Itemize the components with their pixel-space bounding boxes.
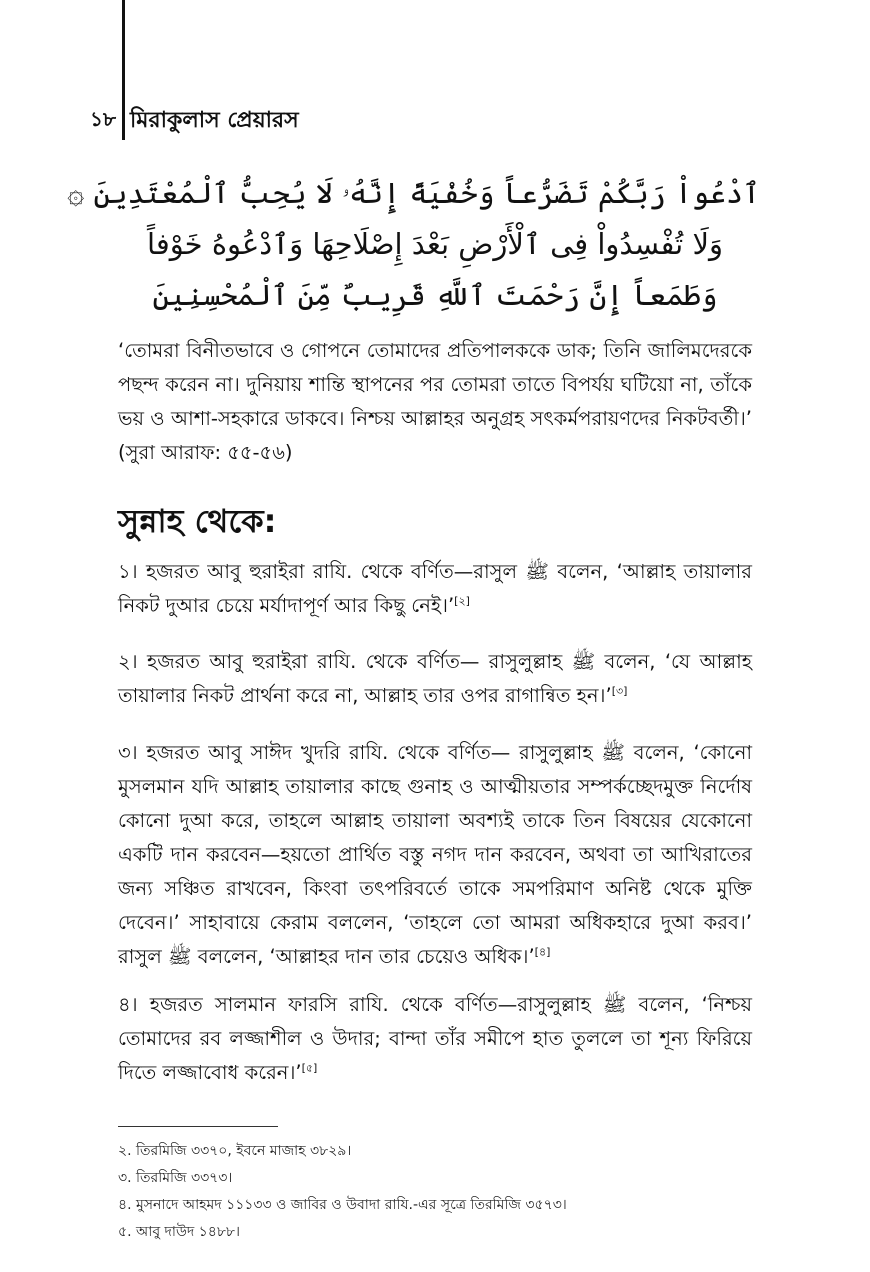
arabic-verse — [67, 168, 760, 321]
hadith-text: ১। হজরত আবু হুরাইরা রাযি. থেকে বর্ণিত—রাসুল ﷺ বলেন, ‘আল্লাহ তায়ালার নিকট দুআর চেয়ে মর্যাদাপূর্ণ আর কিছু নেই।’ — [118, 560, 752, 617]
verse-translation: ‘তোমরা বিনীতভাবে ও গোপনে তোমাদের প্রতিপালককে ডাক; তিনি জালিমদেরকে পছন্দ করেন না। দুনিয়ায় শান্তি স্থাপনের পর তোমরা তাতে বিপর্যয় ঘটিয়ো না, তাঁকে ভয় ও আশা-সহকারে ডাকবে। নিশ্চয় আল্লাহর অনুগ্রহ সৎকর্মপরায়ণদের নিকটবর্তী।’ (সুরা আরাফ: ৫৫-৫৬) — [118, 339, 752, 464]
hadith-paragraph — [118, 736, 752, 974]
arabic-line: ٱدْعُواْ رَبَّكُمْ تَضَرُّعاً وَخُفْيَةً إِنَّهُۥ لَا يُحِبُّ ٱلْمُعْتَدِينَ ۞ — [67, 176, 760, 210]
footnote: ৩. তিরমিজি ৩৩৭৩। — [118, 1170, 233, 1186]
hadith-text: ৩। হজরত আবু সাঈদ খুদরি রাযি. থেকে বর্ণিত— রাসুলুল্লাহ ﷺ বলেন, ‘কোনো মুসলমান যদি আল্লাহ তায়ালার কাছে গুনাহ ও আত্মীয়তার সম্পর্কচ্ছেদমুক্ত নির্দোষ কোনো দুআ করে, তাহলে আল্লাহ তায়ালা অবশ্যই তাকে তিন বিষয়ের যেকোনো একটি দান করবেন—হয়তো প্রার্থিত বস্তু নগদ দান করবেন, অথবা তা আখিরাতের জন্য সঞ্চিত রাখবেন, কিংবা তৎপরিবর্তে তাকে সমপরিমাণ অনিষ্ট থেকে মুক্তি দেবেন।’ সাহাবায়ে কেরাম বললেন, ‘তাহলে তো আমরা অধিকহারে দুআ করব।’ রাসুল ﷺ বললেন, ‘আল্লাহর দান তার চেয়েও অধিক।’ — [118, 741, 753, 968]
hadith-text: ২। হজরত আবু হুরাইরা রাযি. থেকে বর্ণিত— রাসুলুল্লাহ ﷺ বলেন, ‘যে আল্লাহ তায়ালার নিকট প্রার্থনা করে না, আল্লাহ তার ওপর রাগান্বিত হন।’ — [118, 650, 753, 707]
footnote-ref[interactable]: [২] — [454, 594, 470, 608]
footnote: ৫. আবু দাউদ ১৪৮৮। — [118, 1224, 241, 1240]
page-number: ১৮ — [90, 106, 116, 131]
footnotes — [118, 1138, 758, 1246]
footnote-ref[interactable]: [৪] — [534, 945, 551, 959]
hadith-paragraph — [118, 988, 752, 1090]
section-heading: সুন্নাহ থেকে: — [118, 502, 277, 540]
hadith-paragraph — [118, 645, 752, 713]
hadith-paragraph — [118, 555, 752, 623]
footnote: ২. তিরমিজি ৩৩৭০, ইবনে মাজাহ ৩৮২৯। — [118, 1143, 352, 1159]
footnote-divider — [118, 1126, 278, 1127]
page-header — [70, 104, 299, 138]
hadith-text: ৪। হজরত সালমান ফারসি রাযি. থেকে বর্ণিত—রাসুলুল্লাহ ﷺ বলেন, ‘নিশ্চয় তোমাদের রব লজ্জাশীল ও উদার; বান্দা তাঁর সমীপে হাত তুললে তা শূন্য ফিরিয়ে দিতে লজ্জাবোধ করেন।’ — [118, 993, 752, 1084]
footnote-ref[interactable]: [৫] — [301, 1061, 318, 1075]
running-title: মিরাকুলাস প্রেয়ারস — [130, 107, 299, 133]
arabic-line: وَطَمَعاً إِنَّ رَحْمَتَ ٱللَّهِ قَرِيبٌ مِّنَ ٱلْمُحْسِنِينَ — [152, 278, 718, 312]
footnote-ref[interactable]: [৩] — [611, 684, 628, 698]
arabic-line: وَلَا تُفْسِدُواْ فِى ٱلْأَرْضِ بَعْدَ إِصْلَاحِهَا وَٱدْعُوهُ خَوْفاً — [147, 227, 723, 261]
footnote: ৪. মুসনাদে আহমদ ১১১৩৩ ও জাবির ও উবাদা রাযি.-এর সূত্রে তিরমিজি ৩৫৭৩। — [118, 1197, 567, 1213]
